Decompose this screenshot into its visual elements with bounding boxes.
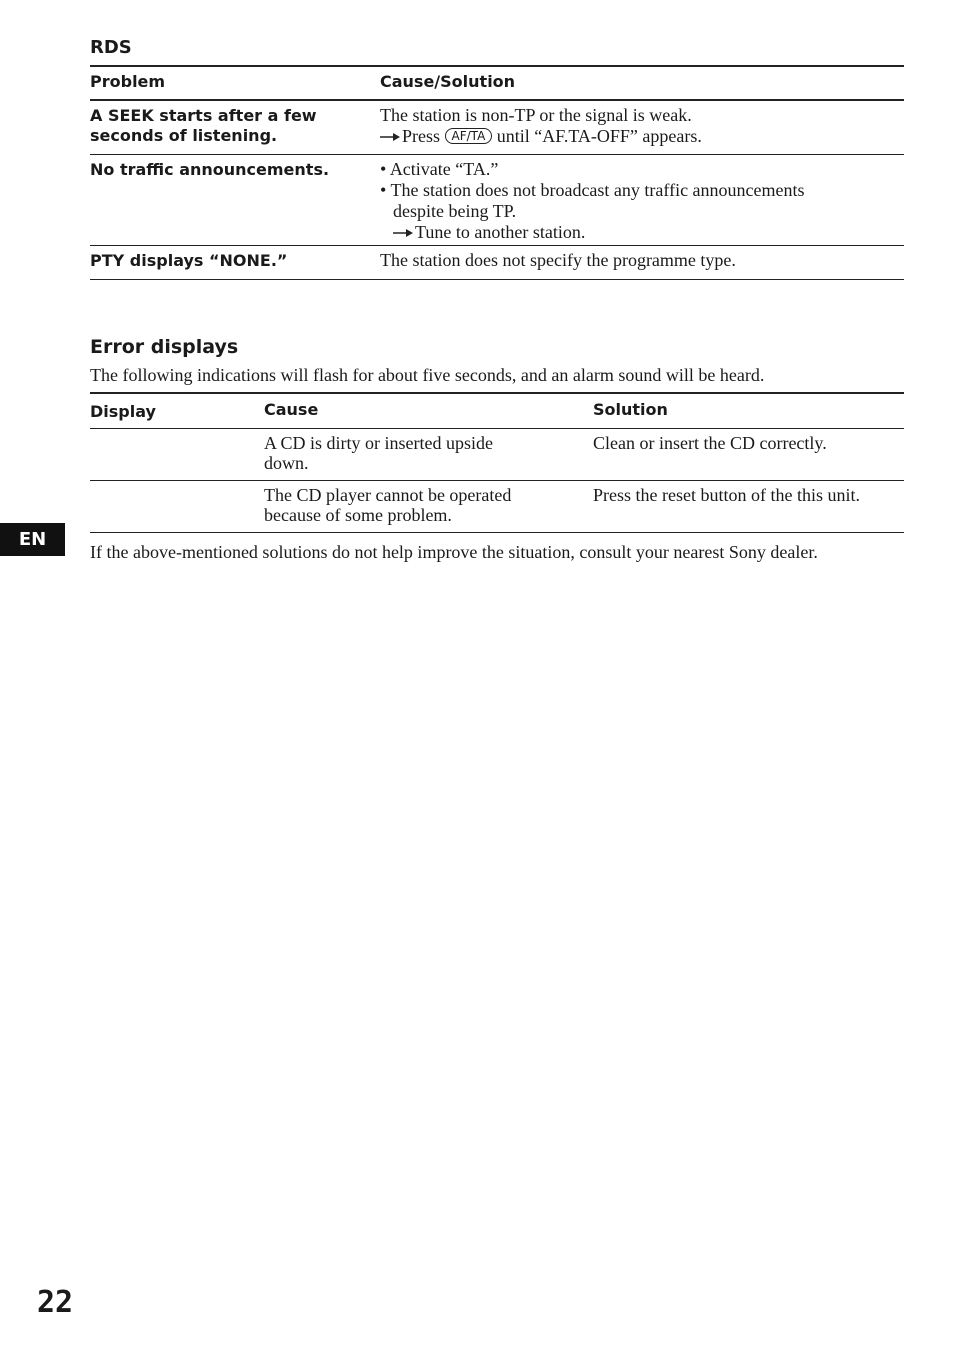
rds-table (90, 65, 904, 280)
cause-cell: The CD player cannot be operated because of some problem. (264, 485, 512, 525)
language-tab: EN (0, 523, 65, 556)
rds-section-title: RDS (90, 37, 132, 58)
table-row (90, 246, 904, 280)
error-displays-title: Error displays (90, 336, 239, 358)
table-row (90, 429, 904, 481)
column-header-cause-solution: Cause/Solution (380, 72, 516, 91)
table-row (90, 101, 904, 155)
rds-table-header (90, 65, 904, 101)
problem-cell: A SEEK starts after a few seconds of listening. (90, 106, 317, 145)
column-header-solution: Solution (593, 400, 668, 419)
arrow-right-icon (393, 222, 415, 243)
error-displays-table (90, 392, 904, 533)
error-displays-intro: The following indications will flash for about five seconds, and an alarm sound will be heard. (90, 365, 765, 385)
footer-note: If the above-mentioned solutions do not help improve the situation, consult your nearest Sony dealer. (90, 542, 818, 562)
problem-cell: PTY displays “NONE.” (90, 251, 288, 270)
column-header-problem: Problem (90, 72, 166, 91)
solution-cell: Press the reset button of the this unit. (593, 485, 860, 505)
solution-cell: The station does not specify the programme type. (380, 250, 736, 270)
problem-cell: No traffic announcements. (90, 160, 330, 179)
error-table-header (90, 392, 904, 429)
arrow-right-icon (380, 126, 402, 147)
solution-cell: • Activate “TA.” • The station does not broadcast any traffic announcements despite being TP. Tune to another station. (380, 159, 805, 242)
column-header-cause: Cause (264, 400, 319, 419)
column-header-display: Display (90, 402, 156, 421)
solution-cell: Clean or insert the CD correctly. (593, 433, 827, 453)
cause-cell: A CD is dirty or inserted upside down. (264, 433, 493, 473)
af-ta-button-icon: AF/TA (445, 128, 493, 144)
solution-cell: The station is non-TP or the signal is weak. Press AF/TA until “AF.TA-OFF” appears. (380, 105, 702, 146)
table-row (90, 155, 904, 246)
page-number: 22 (37, 1285, 74, 1320)
table-row (90, 481, 904, 533)
